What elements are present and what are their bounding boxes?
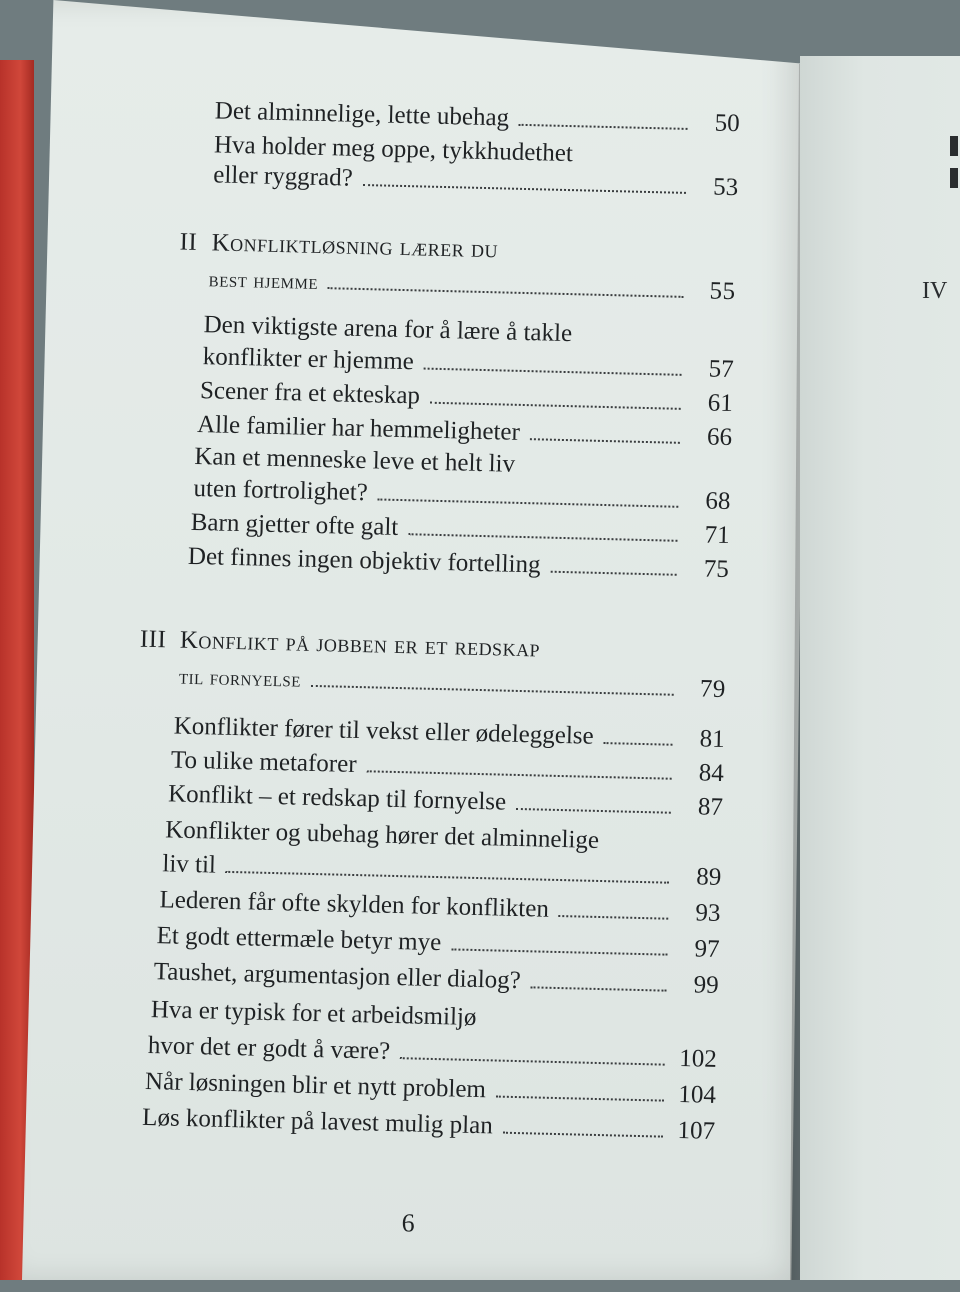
toc-entry-page: 97	[694, 935, 720, 963]
toc-entry	[168, 780, 724, 822]
toc-entry-title: Barn gjetter ofte galt	[190, 508, 399, 541]
toc-entry-title: Et godt ettermæle betyr mye	[156, 922, 442, 957]
toc-entry-title-line1: Konflikter og ubehag hører det alminnelige	[164, 816, 600, 854]
toc-entry-title: Scener fra et ekteskap	[199, 377, 421, 410]
toc-entry	[159, 886, 721, 928]
toc-entry-page: 89	[695, 863, 722, 891]
leader-dots	[496, 1096, 664, 1102]
part-numeral: III	[139, 625, 167, 654]
toc-entry-title: Løs konflikter på lavest mulig plan	[141, 1103, 494, 1140]
part-heading	[140, 626, 541, 664]
toc-entry-title-line2: hvor det er godt å være?	[147, 1032, 391, 1065]
part-heading-line2	[208, 265, 736, 307]
toc-entry-title: Det alminnelige, lette ubehag	[214, 97, 510, 132]
leader-dots	[516, 808, 671, 814]
toc-entry-title: Det finnes ingen objektiv fortelling	[187, 542, 541, 579]
toc-entry	[213, 161, 739, 203]
leader-dots	[503, 1132, 663, 1138]
toc-entry-title: Når løsningen blir et nytt problem	[144, 1067, 487, 1104]
part-title-line1: Konfliktløsning lærer du	[211, 229, 499, 264]
leader-dots	[311, 685, 674, 696]
toc-entry-title: Konflikter fører til vekst eller ødeleggelse	[173, 712, 594, 750]
leader-dots	[424, 368, 682, 376]
toc-entry	[162, 850, 722, 892]
toc-entry	[153, 958, 719, 1001]
toc-entry-page: 75	[703, 555, 730, 584]
right-page-part-numeral: IV	[922, 278, 948, 304]
toc-entry-title-line1: Kan et menneske leve et helt liv	[194, 442, 516, 478]
toc-entry-title-line2: liv til	[162, 850, 217, 879]
toc-entry-title-line2: konflikter er hjemme	[202, 343, 415, 376]
toc-entry-page: 68	[705, 487, 731, 516]
toc-entry-title: Alle familier har hemmeligheter	[196, 411, 521, 446]
toc-entry-page: 84	[698, 759, 725, 787]
part-heading-line2	[179, 663, 727, 705]
toc-entry-page: 81	[699, 725, 725, 754]
toc-entry-title-line1: Hva er typisk for et arbeidsmiljø	[150, 996, 477, 1032]
toc-entry-title: Taushet, argumentasjon eller dialog?	[153, 958, 522, 995]
leader-dots	[408, 533, 677, 542]
toc-entry	[148, 1032, 718, 1075]
toc-entry-page: 66	[706, 423, 733, 452]
toc-entry-title: Konflikt – et redskap til fornyelse	[167, 780, 507, 816]
toc-entry-page: 61	[707, 389, 734, 418]
leader-dots	[363, 184, 686, 194]
leader-dots	[603, 742, 672, 746]
toc-entry-page: 53	[712, 173, 739, 202]
toc-entry-page: 71	[704, 521, 730, 550]
toc-entry-page: 87	[697, 793, 724, 821]
leader-dots	[430, 402, 681, 410]
toc-entry-title: To ulike metaforer	[170, 746, 357, 779]
part-heading	[179, 229, 498, 265]
leader-dots	[366, 770, 671, 779]
leader-dots	[328, 287, 684, 298]
toc-entry	[145, 1068, 717, 1111]
toc-entry	[142, 1104, 716, 1147]
toc-entry-page: 50	[714, 109, 741, 138]
toc-entry-page: 104	[678, 1080, 717, 1109]
leader-dots	[378, 498, 679, 507]
leader-dots	[226, 871, 669, 884]
page-number: 6	[401, 1208, 416, 1238]
part-title-line2: til fornyelse	[178, 663, 302, 692]
part-numeral: II	[179, 228, 198, 256]
leader-dots	[559, 915, 669, 920]
toc-entry-title: Lederen får ofte skylden for konflikten	[159, 886, 550, 923]
part-page: 55	[709, 277, 736, 306]
leader-dots	[530, 438, 680, 444]
toc-entry	[156, 922, 720, 964]
part-title-line2: best hjemme	[208, 266, 319, 294]
toc-entry-title-line2: eller ryggrad?	[212, 161, 354, 192]
toc-entry-page: 107	[677, 1116, 716, 1145]
toc-entry-page: 99	[693, 971, 719, 999]
leader-dots	[519, 124, 688, 130]
leader-dots	[531, 986, 667, 991]
part-page: 79	[699, 675, 727, 704]
toc-entry	[188, 543, 730, 585]
toc-entry-title-line2: uten fortrolighet?	[193, 474, 369, 507]
leader-dots	[550, 571, 676, 576]
leader-dots	[400, 1057, 665, 1065]
toc-entry-page: 102	[679, 1044, 718, 1073]
toc-entry-page: 57	[708, 355, 735, 384]
toc-entry-title-line1: Hva holder meg oppe, tykkhudethet	[213, 131, 574, 168]
toc-entry-page: 93	[695, 899, 721, 927]
part-title-line1: Konflikt på jobben er et redskap	[179, 626, 541, 663]
leader-dots	[451, 948, 667, 955]
toc-entry-title-line1: Den viktigste arena for å lære å takle	[203, 311, 573, 348]
